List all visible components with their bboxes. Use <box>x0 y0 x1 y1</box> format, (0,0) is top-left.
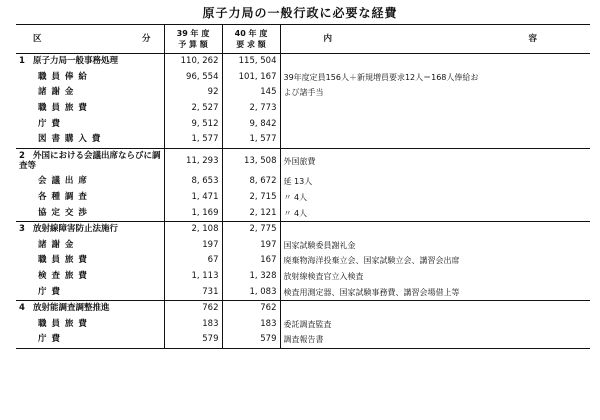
item-name: 庁 費 <box>16 332 164 348</box>
item-name: 協 定 交 渉 <box>16 205 164 221</box>
item-fy40-amount: 1, 328 <box>222 269 280 285</box>
header-fy40 <box>222 25 280 54</box>
table-row <box>16 85 590 101</box>
item-name: 職 員 旅 費 <box>38 318 88 329</box>
item-fy40-amount: 1, 577 <box>222 132 280 148</box>
item-description <box>280 132 590 148</box>
table-row <box>16 70 590 86</box>
item-name: 諸 謝 金 <box>38 239 75 250</box>
item-name: 各 種 調 査 <box>38 191 88 202</box>
section-index: 3 <box>19 224 25 235</box>
section-row <box>16 54 590 70</box>
section-row <box>16 148 590 174</box>
item-name: 庁 費 <box>38 118 61 129</box>
section-index: 4 <box>19 303 25 314</box>
item-fy40-amount: 2, 773 <box>222 101 280 117</box>
item-description <box>280 101 590 117</box>
item-fy40-amount: 1, 083 <box>222 284 280 300</box>
table-row <box>16 205 590 221</box>
item-fy40-amount: 145 <box>222 85 280 101</box>
item-description: 〃 4人 <box>280 205 590 221</box>
section-title: 外国における会議出席ならびに調査等 <box>19 151 161 172</box>
section-name <box>16 54 164 70</box>
item-fy39-amount: 1, 577 <box>164 132 222 148</box>
section-row <box>16 221 590 237</box>
section-fy40-amount: 13, 508 <box>222 148 280 174</box>
header-fy39-line2: 予 算 額 <box>178 40 208 49</box>
section-description <box>280 221 590 237</box>
section-name <box>16 300 164 316</box>
section-fy40-amount: 115, 504 <box>222 54 280 70</box>
section-description: 外国旅費 <box>280 148 590 174</box>
item-fy40-amount: 579 <box>222 332 280 348</box>
header-category-left: 区 <box>33 33 44 44</box>
item-fy39-amount: 9, 512 <box>164 116 222 132</box>
item-fy40-amount: 183 <box>222 316 280 332</box>
item-description <box>280 116 590 132</box>
table-row <box>16 174 590 190</box>
budget-table <box>16 24 590 349</box>
page-title: 原子力局の一般行政に必要な経費 <box>202 6 398 20</box>
item-fy39-amount: 1, 471 <box>164 190 222 206</box>
item-description: 国家試験委員謝礼金 <box>280 237 590 253</box>
section-description <box>280 300 590 316</box>
header-fy39 <box>164 25 222 54</box>
item-fy39-amount: 731 <box>164 284 222 300</box>
section-row <box>16 300 590 316</box>
table-row <box>16 253 590 269</box>
section-name <box>16 221 164 237</box>
item-description: よび諸手当 <box>280 85 590 101</box>
table-row <box>16 237 590 253</box>
item-fy39-amount: 2, 527 <box>164 101 222 117</box>
item-description: 39年度定員156人＋新規増員要求12人＝168人俸給お <box>280 70 590 86</box>
item-description: 放射線検査官立入検査 <box>280 269 590 285</box>
header-fy40-line1: 40 年 度 <box>234 29 268 38</box>
header-category <box>16 25 164 54</box>
table-header-row <box>16 25 590 54</box>
section-title: 原子力局一般事務処理 <box>33 56 119 67</box>
section-index: 1 <box>19 56 25 67</box>
item-fy40-amount: 197 <box>222 237 280 253</box>
item-name: 会 議 出 席 <box>38 176 88 187</box>
item-fy40-amount: 167 <box>222 253 280 269</box>
item-fy40-amount: 101, 167 <box>222 70 280 86</box>
item-name: 職 員 旅 費 <box>38 103 88 114</box>
item-fy39-amount: 96, 554 <box>164 70 222 86</box>
section-fy40-amount: 2, 775 <box>222 221 280 237</box>
item-name: 職 員 旅 費 <box>38 255 88 266</box>
section-fy40-amount: 762 <box>222 300 280 316</box>
item-name: 諸 謝 金 <box>38 87 75 98</box>
table-row <box>16 116 590 132</box>
item-fy40-amount: 9, 842 <box>222 116 280 132</box>
item-name: 職 員 俸 給 <box>38 71 88 82</box>
table-body <box>16 54 590 349</box>
section-title: 放射能調査調整推進 <box>33 303 110 314</box>
item-fy39-amount: 183 <box>164 316 222 332</box>
item-fy39-amount: 197 <box>164 237 222 253</box>
item-name: 図 書 購 入 費 <box>16 132 164 148</box>
item-name: 検 査 旅 費 <box>38 270 88 281</box>
section-name <box>16 148 164 174</box>
item-fy39-amount: 579 <box>164 332 222 348</box>
item-fy39-amount: 8, 653 <box>164 174 222 190</box>
section-title: 放射線障害防止法施行 <box>33 224 119 235</box>
section-description <box>280 54 590 70</box>
table-row <box>16 332 590 348</box>
header-category-right: 分 <box>141 33 153 44</box>
section-fy39-amount: 11, 293 <box>164 148 222 174</box>
item-description: 検査用測定器、国家試験事務費、講習会場借上等 <box>280 284 590 300</box>
item-description: 調査報告書 <box>280 332 590 348</box>
item-description: 委託調査監査 <box>280 316 590 332</box>
section-fy39-amount: 110, 262 <box>164 54 222 70</box>
section-fy39-amount: 762 <box>164 300 222 316</box>
item-fy40-amount: 8, 672 <box>222 174 280 190</box>
table-row <box>16 101 590 117</box>
item-fy39-amount: 1, 113 <box>164 269 222 285</box>
header-fy39-line1: 39 年 度 <box>176 29 210 38</box>
item-name: 庁 費 <box>16 284 164 300</box>
table-row <box>16 284 590 300</box>
section-fy39-amount: 2, 108 <box>164 221 222 237</box>
item-description: 廃棄物海洋投棄立会、国家試験立会、講習会出席 <box>280 253 590 269</box>
table-row <box>16 269 590 285</box>
item-fy39-amount: 92 <box>164 85 222 101</box>
item-fy40-amount: 2, 715 <box>222 190 280 206</box>
header-content <box>280 25 590 54</box>
header-content-right: 容 <box>528 33 537 44</box>
section-index: 2 <box>19 151 25 162</box>
table-row <box>16 316 590 332</box>
header-fy40-line2: 要 求 額 <box>236 40 266 49</box>
item-description: 〃 4人 <box>280 190 590 206</box>
table-row <box>16 132 590 148</box>
item-fy40-amount: 2, 121 <box>222 205 280 221</box>
item-description: 延 13人 <box>280 174 590 190</box>
header-content-left: 内 <box>323 33 333 44</box>
table-row <box>16 190 590 206</box>
item-fy39-amount: 1, 169 <box>164 205 222 221</box>
item-fy39-amount: 67 <box>164 253 222 269</box>
